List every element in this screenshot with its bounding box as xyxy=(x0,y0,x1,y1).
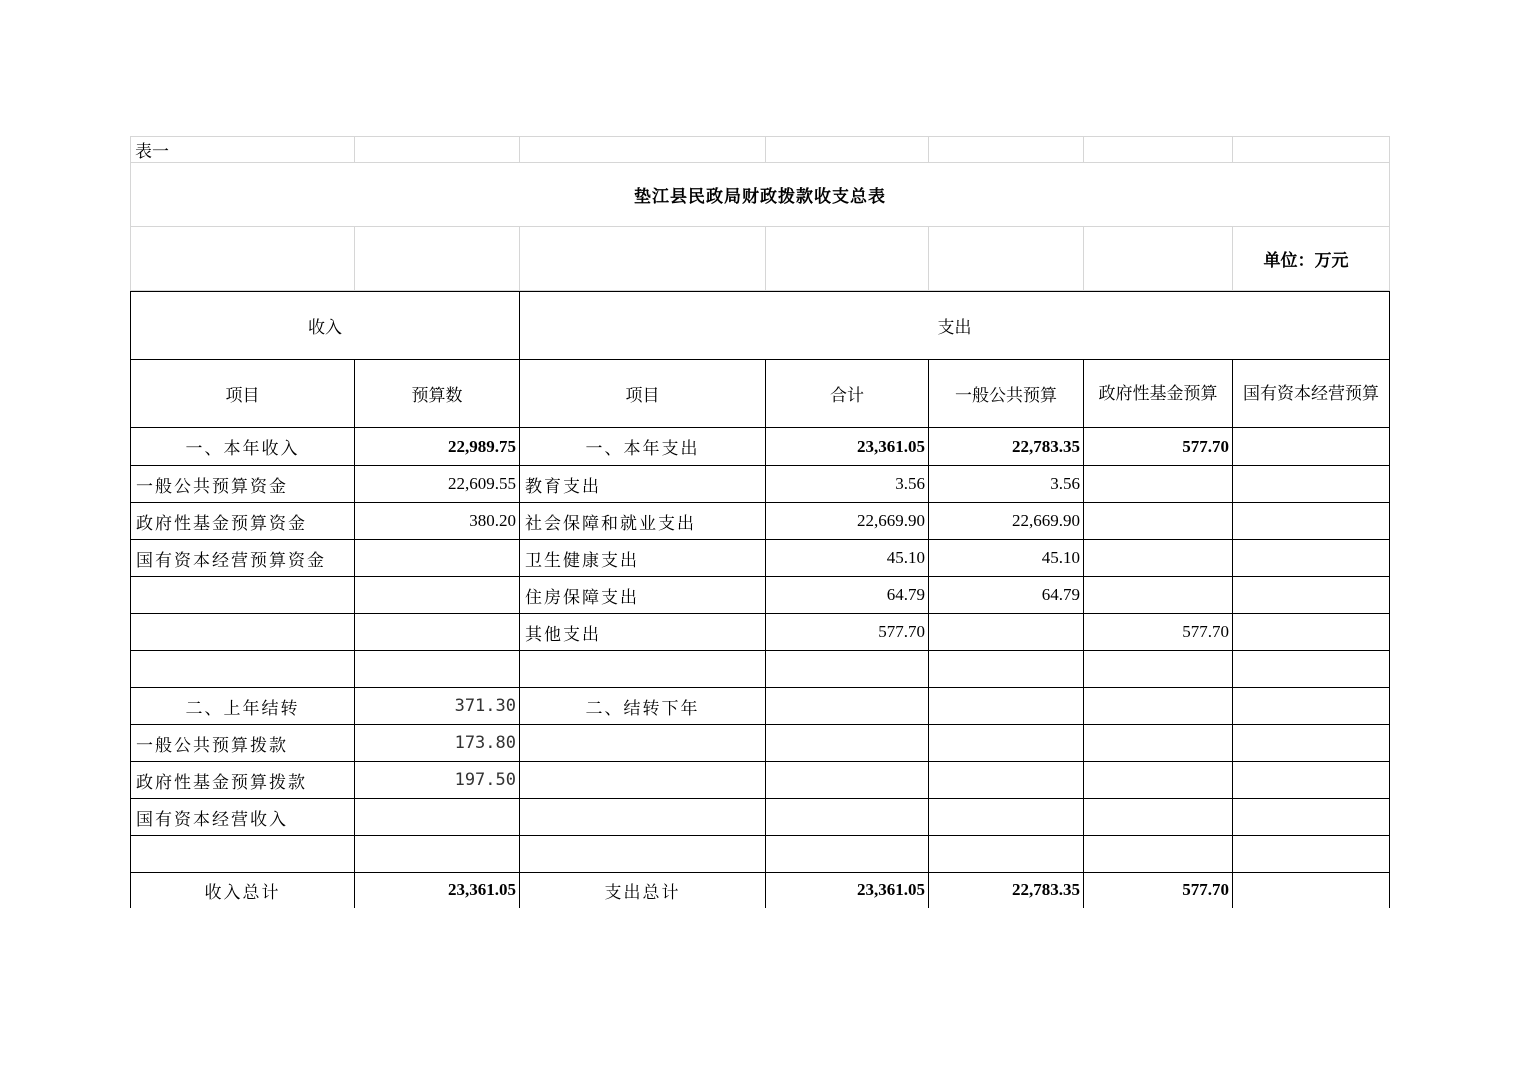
expense-general: 64.79 xyxy=(929,577,1084,614)
expense-capital xyxy=(1233,503,1390,540)
income-amount xyxy=(355,540,520,577)
income-amount: 22,609.55 xyxy=(355,466,520,503)
expense-capital xyxy=(1233,577,1390,614)
income-item xyxy=(131,614,355,651)
expense-item: 卫生健康支出 xyxy=(520,540,766,577)
income-item: 政府性基金预算拨款 xyxy=(131,762,355,799)
table-row xyxy=(131,651,1390,688)
income-amount: 380.20 xyxy=(355,503,520,540)
expense-fund xyxy=(1084,725,1233,762)
table-row xyxy=(131,762,1390,799)
expense-capital xyxy=(1233,688,1390,725)
expense-total: 45.10 xyxy=(766,540,929,577)
expense-general xyxy=(929,688,1084,725)
income-item: 二、上年结转 xyxy=(131,688,355,725)
expense-capital xyxy=(1233,799,1390,836)
expense-fund: 577.70 xyxy=(1084,428,1233,466)
expense-capital xyxy=(1233,836,1390,873)
col-state-capital: 国有资本经营预算 xyxy=(1233,360,1390,428)
expense-capital-total xyxy=(1233,873,1390,908)
totals-row xyxy=(131,873,1390,908)
income-amount xyxy=(355,577,520,614)
income-amount xyxy=(355,651,520,688)
column-header-row xyxy=(131,360,1390,428)
expense-total xyxy=(766,725,929,762)
col-budget-amount: 预算数 xyxy=(355,360,520,428)
income-amount: 197.50 xyxy=(355,762,520,799)
income-item: 政府性基金预算资金 xyxy=(131,503,355,540)
expense-general: 3.56 xyxy=(929,466,1084,503)
expense-capital xyxy=(1233,651,1390,688)
expense-fund xyxy=(1084,762,1233,799)
expense-fund xyxy=(1084,799,1233,836)
col-general-public: 一般公共预算 xyxy=(929,360,1084,428)
expense-item: 社会保障和就业支出 xyxy=(520,503,766,540)
expense-general xyxy=(929,651,1084,688)
income-amount xyxy=(355,614,520,651)
expense-item: 其他支出 xyxy=(520,614,766,651)
income-amount xyxy=(355,799,520,836)
unit-row xyxy=(131,227,1390,291)
expense-capital xyxy=(1233,725,1390,762)
income-item: 国有资本经营收入 xyxy=(131,799,355,836)
col-gov-fund: 政府性基金预算 xyxy=(1084,360,1233,428)
income-amount: 173.80 xyxy=(355,725,520,762)
expense-fund xyxy=(1084,836,1233,873)
income-header: 收入 xyxy=(131,292,520,360)
col-total: 合计 xyxy=(766,360,929,428)
expense-fund xyxy=(1084,540,1233,577)
expense-header: 支出 xyxy=(520,292,1390,360)
expense-item xyxy=(520,799,766,836)
table-row xyxy=(131,725,1390,762)
expense-total: 64.79 xyxy=(766,577,929,614)
expense-total xyxy=(766,836,929,873)
budget-sheet xyxy=(130,136,1389,908)
expense-fund xyxy=(1084,466,1233,503)
page-title: 垫江县民政局财政拨款收支总表 xyxy=(131,163,1390,227)
expense-general xyxy=(929,836,1084,873)
expense-capital xyxy=(1233,466,1390,503)
expense-total xyxy=(766,799,929,836)
expense-total: 22,669.90 xyxy=(766,503,929,540)
income-total-amount: 23,361.05 xyxy=(355,873,520,908)
expense-item xyxy=(520,836,766,873)
table-tag: 表一 xyxy=(131,137,355,163)
table-row xyxy=(131,577,1390,614)
expense-total-label: 支出总计 xyxy=(520,873,766,908)
table-row xyxy=(131,799,1390,836)
expense-total: 23,361.05 xyxy=(766,428,929,466)
table-row xyxy=(131,688,1390,725)
expense-item: 二、结转下年 xyxy=(520,688,766,725)
expense-total: 577.70 xyxy=(766,614,929,651)
expense-total xyxy=(766,762,929,799)
expense-general xyxy=(929,799,1084,836)
expense-total xyxy=(766,651,929,688)
title-row xyxy=(131,163,1390,227)
income-item: 国有资本经营预算资金 xyxy=(131,540,355,577)
tag-row xyxy=(131,137,1390,163)
expense-general: 22,669.90 xyxy=(929,503,1084,540)
expense-fund xyxy=(1084,503,1233,540)
income-amount: 22,989.75 xyxy=(355,428,520,466)
income-item: 一般公共预算拨款 xyxy=(131,725,355,762)
unit-label: 单位：万元 xyxy=(1233,227,1390,291)
expense-item: 一、本年支出 xyxy=(520,428,766,466)
expense-general: 45.10 xyxy=(929,540,1084,577)
expense-capital xyxy=(1233,614,1390,651)
expense-fund: 577.70 xyxy=(1084,614,1233,651)
income-amount xyxy=(355,836,520,873)
income-item: 一、本年收入 xyxy=(131,428,355,466)
expense-general: 22,783.35 xyxy=(929,428,1084,466)
income-total-label: 收入总计 xyxy=(131,873,355,908)
expense-general xyxy=(929,614,1084,651)
income-item xyxy=(131,651,355,688)
col-expense-item: 项目 xyxy=(520,360,766,428)
expense-total xyxy=(766,688,929,725)
table-row xyxy=(131,614,1390,651)
expense-total: 3.56 xyxy=(766,466,929,503)
expense-fund xyxy=(1084,688,1233,725)
expense-item xyxy=(520,725,766,762)
budget-main-table xyxy=(130,291,1390,908)
table-row xyxy=(131,503,1390,540)
income-amount: 371.30 xyxy=(355,688,520,725)
section-header-row xyxy=(131,292,1390,360)
budget-table xyxy=(130,136,1390,291)
table-row xyxy=(131,428,1390,466)
expense-capital xyxy=(1233,428,1390,466)
col-income-item: 项目 xyxy=(131,360,355,428)
expense-general xyxy=(929,725,1084,762)
expense-grand-total: 23,361.05 xyxy=(766,873,929,908)
expense-general xyxy=(929,762,1084,799)
table-row xyxy=(131,836,1390,873)
table-row xyxy=(131,540,1390,577)
expense-item: 教育支出 xyxy=(520,466,766,503)
table-row xyxy=(131,466,1390,503)
expense-item xyxy=(520,762,766,799)
expense-fund xyxy=(1084,651,1233,688)
expense-item xyxy=(520,651,766,688)
expense-capital xyxy=(1233,762,1390,799)
expense-fund-total: 577.70 xyxy=(1084,873,1233,908)
income-item xyxy=(131,577,355,614)
income-item: 一般公共预算资金 xyxy=(131,466,355,503)
expense-capital xyxy=(1233,540,1390,577)
expense-item: 住房保障支出 xyxy=(520,577,766,614)
expense-general-total: 22,783.35 xyxy=(929,873,1084,908)
expense-fund xyxy=(1084,577,1233,614)
income-item xyxy=(131,836,355,873)
